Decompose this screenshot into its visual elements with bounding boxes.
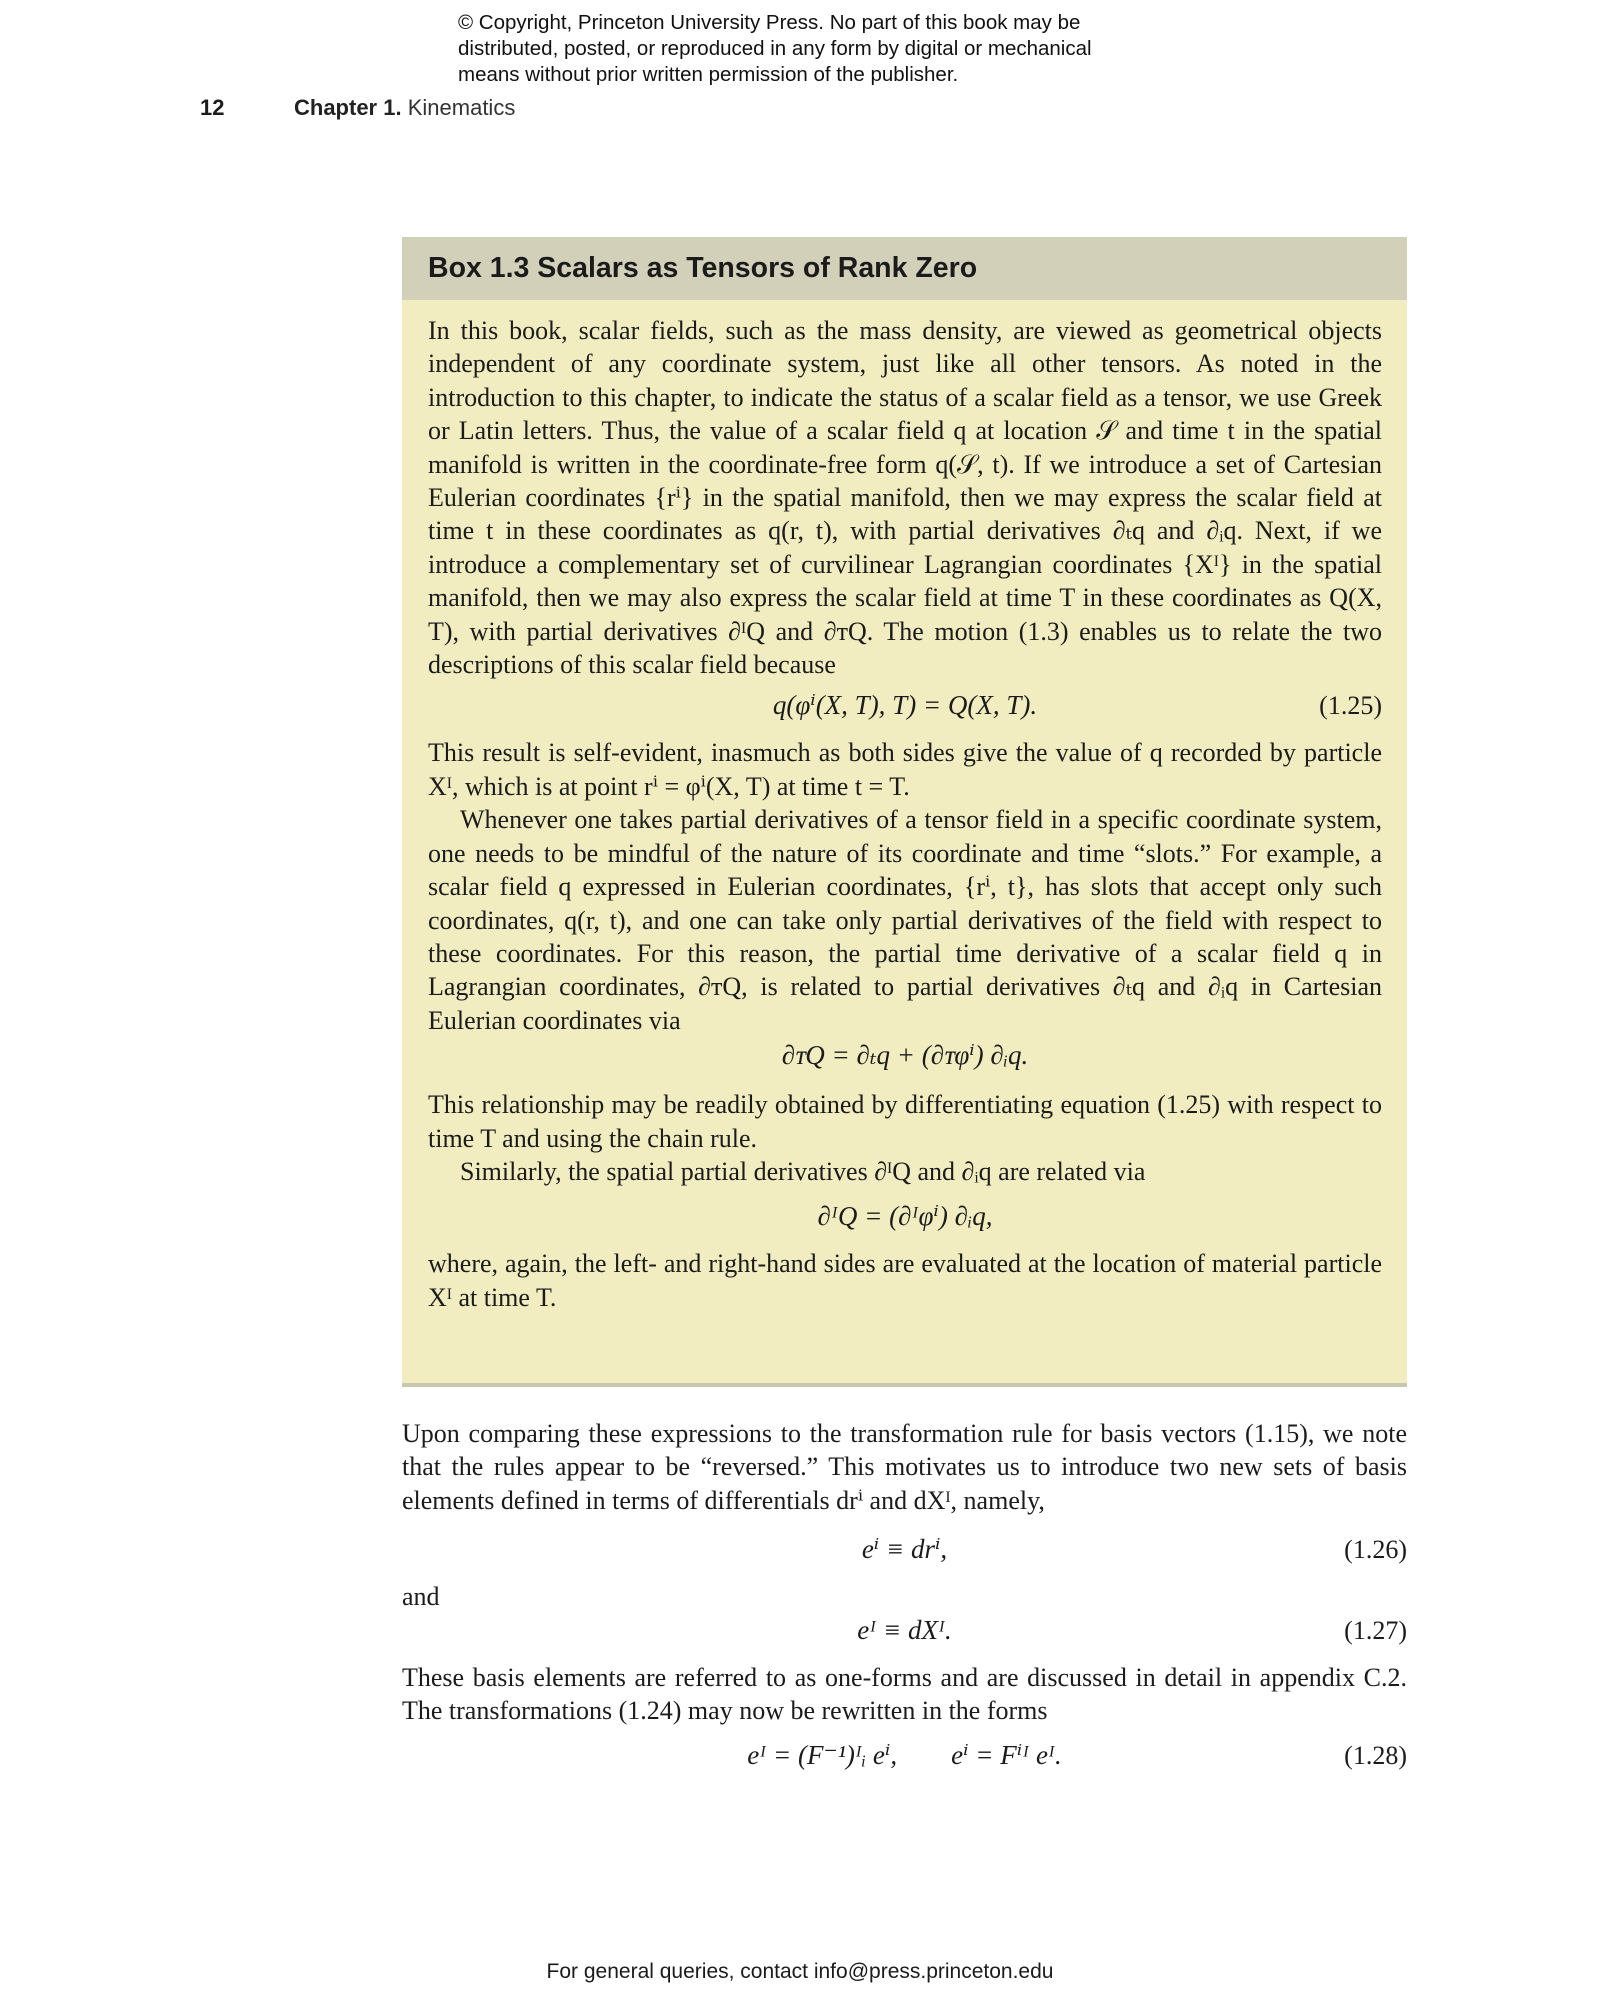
- copyright-line: © Copyright, Princeton University Press. No part of this book may be: [458, 11, 1081, 34]
- body-paragraph: Upon comparing these expressions to the transformation rule for basis vectors (1.15), we note that the rules appear to be “reversed.” This motivates us to introduce two new sets of basis elements defined in terms of differentials drⁱ and dXᴵ, namely,: [402, 1419, 1407, 1515]
- copyright-line: means without prior written permission of the publisher.: [458, 63, 959, 86]
- equation-number: (1.28): [1344, 1741, 1407, 1771]
- running-head: [0, 95, 1600, 127]
- box-body: [402, 300, 1407, 1314]
- equation-body: eᴵ = (F⁻¹)ᴵᵢ eⁱ, eⁱ = Fⁱᴵ eᴵ.: [747, 1740, 1062, 1771]
- equation-number: (1.26): [1344, 1535, 1407, 1565]
- copyright-line: distributed, posted, or reproduced in any form by digital or mechanical: [458, 37, 1092, 60]
- box-paragraph: In this book, scalar fields, such as the mass density, are viewed as geometrical objects independent of any coordinate system, just like all other tensors. As noted in the introduction to this chapter, to indicate the status of a scalar field as a tensor, we use Greek or Latin letters. Thus, the value of a scalar field q at location 𝒮 and time t in the spatial manifold is written in the coordinate-free form q(𝒮, t). If we introduce a set of Cartesian Eulerian coordinates {rⁱ} in the spatial manifold, then we may express the scalar field at time t in these coordinates as q(r, t), with partial derivatives ∂ₜq and ∂ᵢq. Next, if we introduce a complementary set of curvilinear Lagrangian coordinates {Xᴵ} in the spatial manifold, then we may also express the scalar field at time T in these coordinates as Q(X, T), with partial derivatives ∂ᴵQ and ∂ᴛQ. The motion (1.3) enables us to relate the two descriptions of this scalar field because: [428, 316, 1382, 680]
- equation-1-25: [428, 689, 1382, 722]
- equation-number: (1.25): [1319, 691, 1382, 721]
- chapter-label: Chapter 1.: [294, 95, 402, 120]
- chapter-title: Kinematics: [407, 95, 516, 120]
- equation-1-27: [402, 1614, 1407, 1647]
- box-paragraph: where, again, the left- and right-hand sides are evaluated at the location of material particle Xᴵ at time T.: [428, 1249, 1382, 1312]
- box-paragraph: Similarly, the spatial partial derivatives ∂ᴵQ and ∂ᵢq are related via: [460, 1156, 1146, 1186]
- main-text: [402, 1417, 1407, 1772]
- box-title: Box 1.3 Scalars as Tensors of Rank Zero: [402, 237, 1407, 300]
- equation-spatial-derivative: [428, 1200, 1382, 1233]
- page-number: 12: [200, 95, 225, 120]
- equation-body: q(φⁱ(X, T), T) = Q(X, T).: [772, 690, 1038, 721]
- equation-1-26: [402, 1533, 1407, 1566]
- footer-contact: For general queries, contact info@press.princeton.edu: [546, 1960, 1054, 1983]
- box-paragraph: This result is self-evident, inasmuch as both sides give the value of q recorded by particle Xᴵ, which is at point rⁱ = φⁱ(X, T) at time t = T.: [428, 738, 1382, 801]
- equation-body: eᴵ ≡ dXᴵ.: [857, 1614, 952, 1645]
- chapter-heading: [294, 95, 515, 121]
- body-paragraph: These basis elements are referred to as one-forms and are discussed in detail in appendix C.2. The transformations (1.24) may now be rewritten in the forms: [402, 1662, 1407, 1726]
- body-text-and: and: [402, 1582, 440, 1612]
- equation-body: eⁱ ≡ drⁱ,: [861, 1534, 948, 1565]
- equation-1-28: [402, 1739, 1407, 1772]
- copyright-notice: [458, 10, 1218, 88]
- box-1-3: [402, 237, 1407, 1387]
- box-paragraph: This relationship may be readily obtained by differentiating equation (1.25) with respect to time T and using the chain rule.: [428, 1090, 1382, 1153]
- equation-body: ∂ᴛQ = ∂ₜq + (∂ᴛφⁱ) ∂ᵢq.: [781, 1040, 1029, 1071]
- equation-number: (1.27): [1344, 1615, 1407, 1645]
- equation-time-derivative: [428, 1039, 1382, 1072]
- box-paragraph: Whenever one takes partial derivatives of a tensor field in a specific coordinate system, one needs to be mindful of the nature of its coordinate and time “slots.” For example, a scalar field q expressed in Eulerian coordinates, {rⁱ, t}, has slots that accept only such coordinates, q(r, t), and one can take only partial derivatives of the field with respect to these coordinates. For this reason, the partial time derivative of a scalar field q in Lagrangian coordinates, ∂ᴛQ, is related to partial derivatives ∂ₜq and ∂ᵢq in Cartesian Eulerian coordinates via: [428, 805, 1382, 1035]
- equation-body: ∂ᴵQ = (∂ᴵφⁱ) ∂ᵢq,: [817, 1201, 993, 1232]
